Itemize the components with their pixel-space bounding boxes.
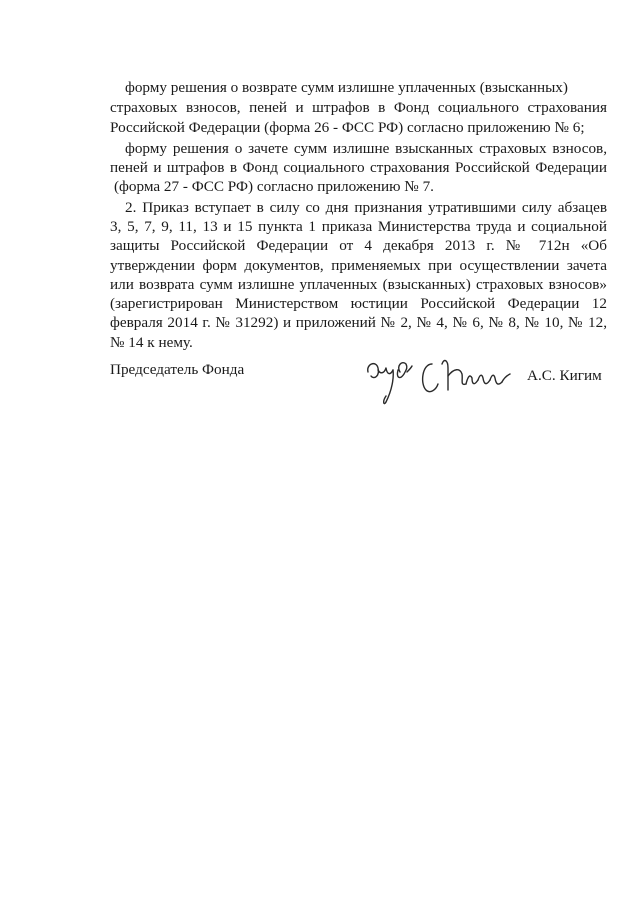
paragraph-clause2-line-6: (зарегистрирован Министерством юстиции Российской Федерации 12 <box>110 295 607 312</box>
paragraph-clause2-line-8: № 14 к нему. <box>110 334 193 351</box>
paragraph-form26-line-3: Российской Федерации (форма 26 - ФСС РФ) согласно приложению № 6; <box>110 119 585 136</box>
paragraph-form26-line-2: страховых взносов, пеней и штрафов в Фонд социального страхования <box>110 99 607 116</box>
paragraph-form27-line-2: пеней и штрафов в Фонд социального страхования Российской Федерации <box>110 159 607 176</box>
paragraph-clause2-line-5: или возврата сумм излишне уплаченных (взысканных) страховых взносов» <box>110 276 607 293</box>
paragraph-form27-line-1: форму решения о зачете сумм излишне взысканных страховых взносов, <box>125 140 607 157</box>
signer-name: А.С. Кигим <box>527 367 602 384</box>
paragraph-clause2-line-3: защиты Российской Федерации от 4 декабря 2013 г. № 712н «Об <box>110 237 607 254</box>
signer-role: Председатель Фонда <box>110 361 245 378</box>
paragraph-clause2-line-1: 2. Приказ вступает в силу со дня признания утратившими силу абзацев <box>125 199 607 216</box>
handwritten-signature <box>362 350 522 410</box>
paragraph-clause2-line-7: февраля 2014 г. № 31292) и приложений № 2, № 4, № 6, № 8, № 10, № 12, <box>110 314 607 331</box>
paragraph-form26-line-1: форму решения о возврате сумм излишне уплаченных (взысканных) <box>125 79 568 96</box>
paragraph-clause2-line-2: 3, 5, 7, 9, 11, 13 и 15 пункта 1 приказа Министерства труда и социальной <box>110 218 607 235</box>
paragraph-form27-line-3: (форма 27 - ФСС РФ) согласно приложению № 7. <box>114 178 434 195</box>
paragraph-clause2-line-4: утверждении форм документов, применяемых при осуществлении зачета <box>110 257 607 274</box>
